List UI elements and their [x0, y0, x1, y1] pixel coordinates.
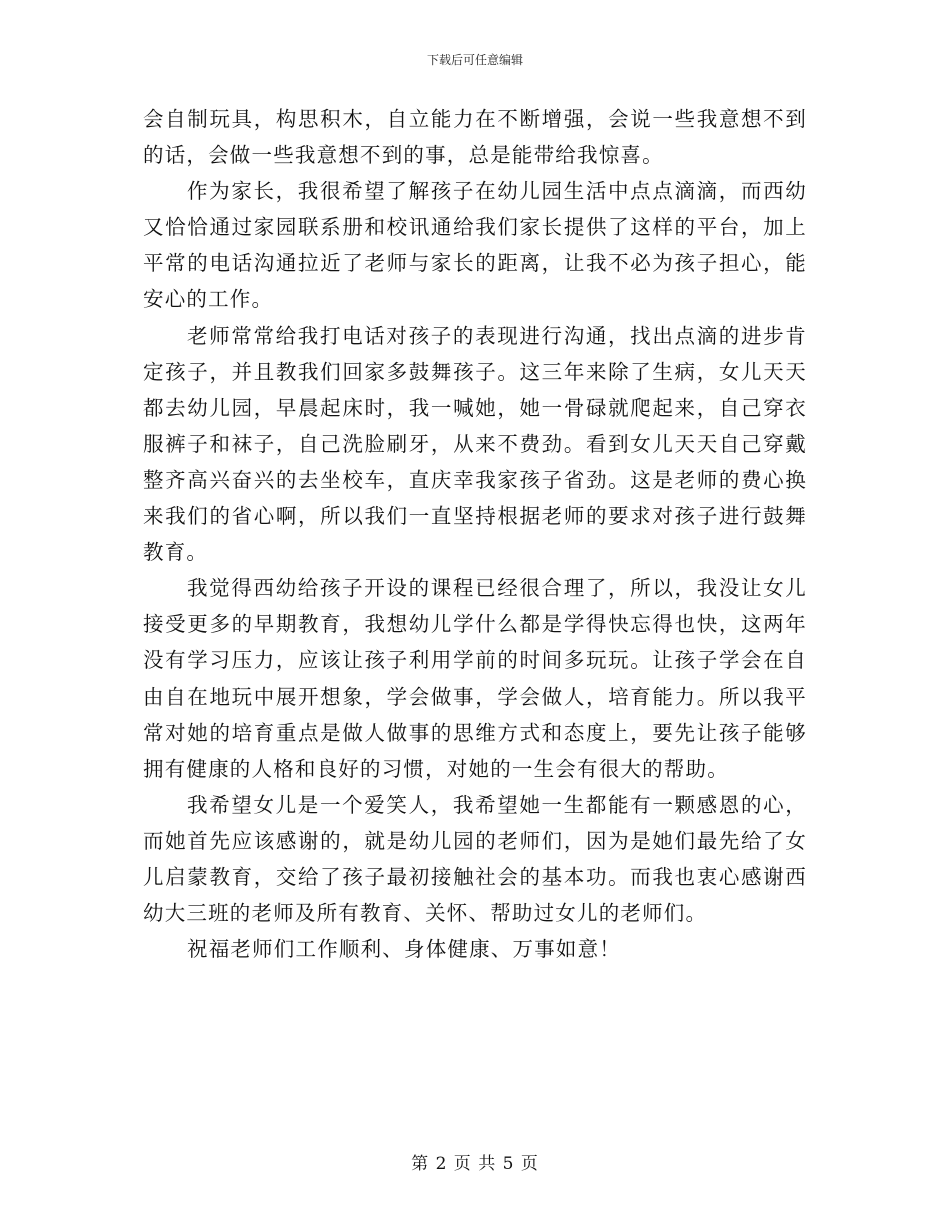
document-body	[143, 101, 807, 967]
paragraph-4: 我觉得西幼给孩子开设的课程已经很合理了，所以，我没让女儿接受更多的早期教育，我想幼儿学什么都是学得快忘得也快，这两年没有学习压力，应该让孩子利用学前的时间多玩玩。让孩子学会在自由自在地玩中展开想象，学会做事，学会做人，培育能力。所以我平常对她的培育重点是做人做事的思维方式和态度上，要先让孩子能够拥有健康的人格和良好的习惯，对她的一生会有很大的帮助。	[143, 576, 807, 781]
paragraph-5: 我希望女儿是一个爱笑人，我希望她一生都能有一颗感恩的心，而她首先应该感谢的，就是幼儿园的老师们，因为是她们最先给了女儿启蒙教育，交给了孩子最初接触社会的基本功。而我也衷心感谢西幼大三班的老师及所有教育、关怀、帮助过女儿的老师们。	[143, 792, 807, 926]
paragraph-1: 会自制玩具，构思积木，自立能力在不断增强，会说一些我意想不到的话，会做一些我意想不到的事，总是能带给我惊喜。	[143, 107, 807, 168]
paragraph-3: 老师常常给我打电话对孩子的表现进行沟通，找出点滴的进步肯定孩子，并且教我们回家多鼓舞孩子。这三年来除了生病，女儿天天都去幼儿园，早晨起床时，我一喊她，她一骨碌就爬起来，自己穿衣服裤子和袜子，自己洗脸刷牙，从来不费劲。看到女儿天天自己穿戴整齐高兴奋兴的去坐校车，直庆幸我家孩子省劲。这是老师的费心换来我们的省心啊，所以我们一直坚持根据老师的要求对孩子进行鼓舞教育。	[143, 323, 807, 565]
page-number-footer: 第 2 页 共 5 页	[411, 1154, 539, 1174]
paragraph-2: 作为家长，我很希望了解孩子在幼儿园生活中点点滴滴，而西幼又恰恰通过家园联系册和校讯通给我们家长提供了这样的平台，加上平常的电话沟通拉近了老师与家长的距离，让我不必为孩子担心，能安心的工作。	[143, 179, 807, 312]
paragraph-6: 祝福老师们工作顺利、身体健康、万事如意！	[187, 937, 621, 962]
page-header: 下载后可任意编辑	[426, 53, 523, 67]
